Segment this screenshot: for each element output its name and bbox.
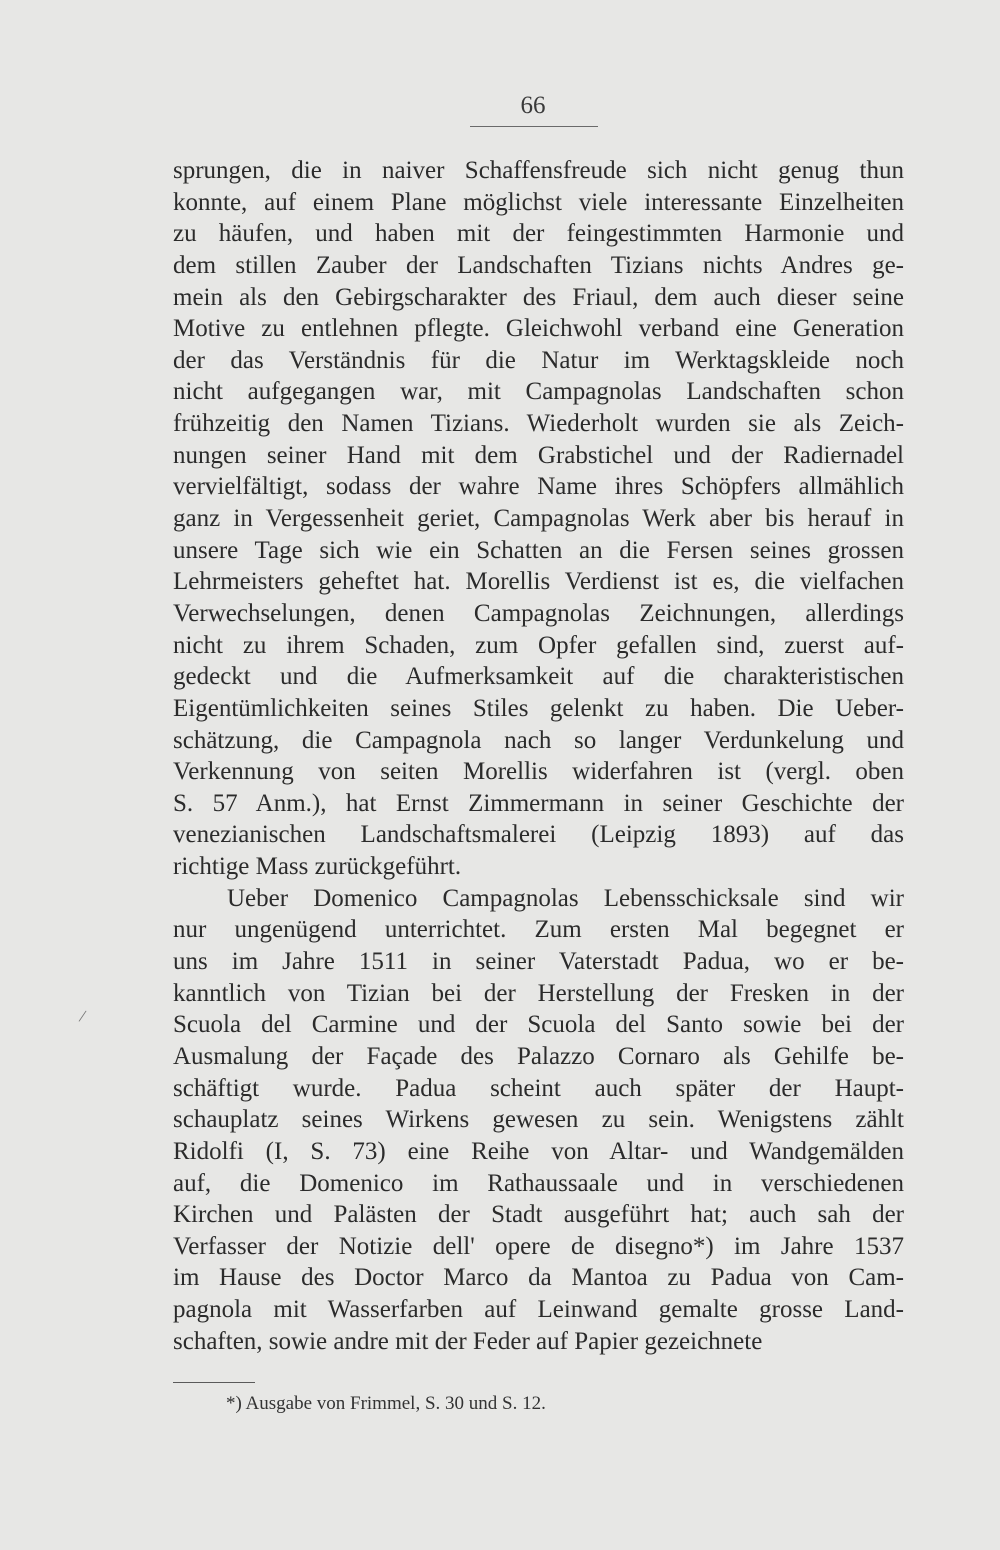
text-line: Ausmalung der Façade des Palazzo Cornaro als Gehilfe be- (173, 1042, 904, 1070)
text-line: dem stillen Zauber der Landschaften Tizians nichts Andres ge- (173, 251, 904, 279)
text-line: Verwechselungen, denen Campagnolas Zeichnungen, allerdings (173, 599, 904, 627)
text-line: Motive zu entlehnen pflegte. Gleichwohl verband eine Generation (173, 315, 904, 343)
text-line: vervielfältigt, sodass der wahre Name ihres Schöpfers allmählich (173, 473, 904, 501)
text-line: auf, die Domenico im Rathaussaale und in verschiedenen (173, 1169, 904, 1197)
footnote-rule (173, 1382, 255, 1383)
text-line: nur ungenügend unterrichtet. Zum ersten Mal begegnet er (173, 916, 904, 944)
text-line: Ridolfi (I, S. 73) eine Reihe von Altar- und Wandgemälden (173, 1137, 904, 1165)
text-line: venezianischen Landschaftsmalerei (Leipzig 1893) auf das (173, 821, 904, 849)
text-line: Ueber Domenico Campagnolas Lebensschicksale sind wir (227, 884, 904, 912)
text-line: ganz in Vergessenheit geriet, Campagnolas Werk aber bis herauf in (173, 505, 904, 533)
paragraph (173, 883, 904, 1358)
text-line: zu häufen, und haben mit der feingestimmten Harmonie und (173, 220, 904, 248)
text-line: im Hause des Doctor Marco da Mantoa zu Padua von Cam- (173, 1264, 904, 1292)
text-line: mein als den Gebirgscharakter des Friaul, dem auch dieser seine (173, 283, 904, 311)
footnote: *) Ausgabe von Frimmel, S. 30 und S. 12. (226, 1393, 546, 1414)
text-line: schauplatz seines Wirkens gewesen zu sein. Wenigstens zählt (173, 1106, 904, 1134)
text-line: unsere Tage sich wie ein Schatten an die Fersen seines grossen (173, 536, 904, 564)
text-line: richtige Mass zurückgeführt. (173, 853, 462, 881)
paragraph (173, 155, 904, 883)
text-line: Scuola del Carmine und der Scuola del Santo sowie bei der (173, 1011, 904, 1039)
text-line: sprungen, die in naiver Schaffensfreude sich nicht genug thun (173, 157, 904, 184)
text-line: der das Verständnis für die Natur im Werktagskleide noch (173, 346, 904, 374)
text-line: Verfasser der Notizie dell' opere de disegno*) im Jahre 1537 (173, 1232, 904, 1260)
text-line: schaften, sowie andre mit der Feder auf Papier gezeichnete (173, 1327, 763, 1355)
text-line: nicht aufgegangen war, mit Campagnolas Landschaften schon (173, 378, 904, 406)
text-line: nungen seiner Hand mit dem Grabstichel und der Radiernadel (173, 441, 904, 469)
page-number: 66 (520, 92, 546, 119)
text-line: kanntlich von Tizian bei der Herstellung der Fresken in der (173, 979, 904, 1007)
text-line: Eigentümlichkeiten seines Stiles gelenkt zu haben. Die Ueber- (173, 694, 904, 722)
text-line: gedeckt und die Aufmerksamkeit auf die charakteristischen (173, 663, 904, 691)
text-line: Lehrmeisters geheftet hat. Morellis Verdienst ist es, die vielfachen (173, 568, 904, 596)
text-line: pagnola mit Wasserfarben auf Leinwand gemalte grosse Land- (173, 1296, 904, 1324)
text-line: nicht zu ihrem Schaden, zum Opfer gefallen sind, zuerst auf- (173, 631, 904, 659)
text-line: uns im Jahre 1511 in seiner Vaterstadt Padua, wo er be- (173, 948, 904, 976)
header-rule (470, 126, 598, 127)
body-text (173, 155, 904, 1357)
text-line: Verkennung von seiten Morellis widerfahren ist (vergl. oben (173, 758, 904, 786)
text-line: konnte, auf einem Plane möglichst viele interessante Einzelheiten (173, 188, 904, 216)
margin-mark: / (77, 1005, 88, 1027)
text-line: schätzung, die Campagnola nach so langer Verdunkelung und (173, 726, 904, 754)
text-line: Kirchen und Palästen der Stadt ausgeführt hat; auch sah der (173, 1201, 904, 1229)
text-line: S. 57 Anm.), hat Ernst Zimmermann in seiner Geschichte der (173, 789, 904, 817)
text-line: schäftigt wurde. Padua scheint auch später der Haupt- (173, 1074, 904, 1102)
text-line: frühzeitig den Namen Tizians. Wiederholt wurden sie als Zeich- (173, 410, 904, 438)
